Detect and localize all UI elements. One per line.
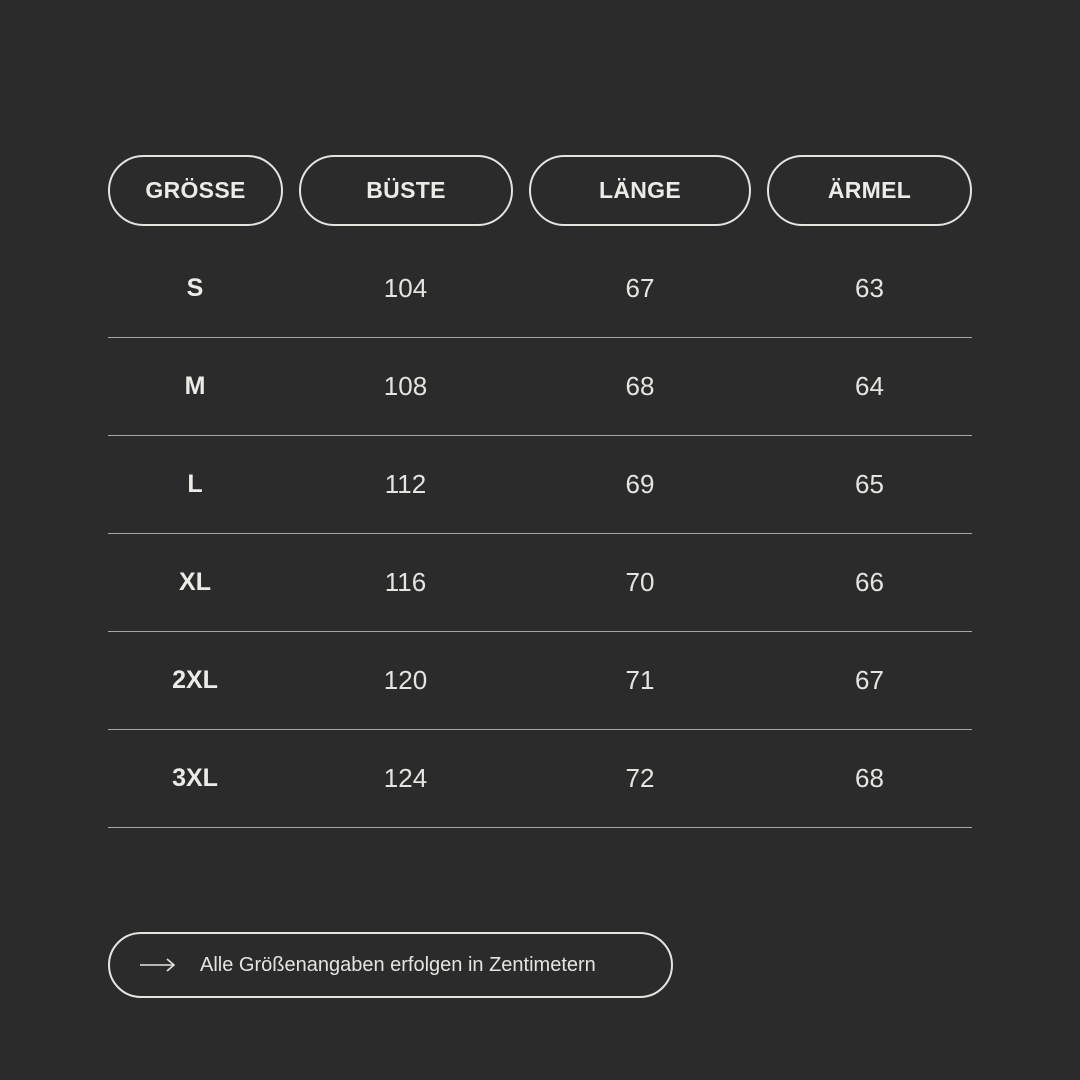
cell-length: 70 xyxy=(625,567,655,597)
cell-sleeve: 68 xyxy=(855,763,884,793)
cell-bust: 116 xyxy=(384,567,427,597)
header-length: LÄNGE xyxy=(529,155,751,226)
cell-bust: 104 xyxy=(383,273,428,303)
cell-sleeve: 65 xyxy=(855,469,884,499)
cell-bust: 124 xyxy=(383,763,428,793)
table-row xyxy=(108,240,972,338)
cell-size: S xyxy=(186,274,204,302)
unit-note-text: Alle Größenangaben erfolgen in Zentimetern xyxy=(200,953,596,976)
cell-length: 71 xyxy=(625,665,655,695)
header-size: GRÖSSE xyxy=(108,155,283,226)
table-row xyxy=(108,632,972,730)
cell-size: XL xyxy=(179,568,211,596)
cell-length: 68 xyxy=(625,371,655,401)
unit-note xyxy=(108,932,673,998)
cell-length: 67 xyxy=(625,273,655,303)
cell-sleeve: 63 xyxy=(855,273,884,303)
cell-bust: 112 xyxy=(384,469,427,499)
cell-size: 3XL xyxy=(172,764,218,792)
cell-sleeve: 64 xyxy=(855,371,884,401)
table-row xyxy=(108,730,972,828)
header-bust: BÜSTE xyxy=(299,155,513,226)
cell-size: 2XL xyxy=(172,666,218,694)
cell-sleeve: 66 xyxy=(855,567,884,597)
cell-size: M xyxy=(184,372,206,400)
table-row xyxy=(108,338,972,436)
table-row xyxy=(108,534,972,632)
table-row xyxy=(108,436,972,534)
header-sleeve: ÄRMEL xyxy=(767,155,972,226)
cell-size: L xyxy=(187,470,203,498)
table-body xyxy=(108,240,972,828)
cell-sleeve: 67 xyxy=(855,665,884,695)
cell-length: 69 xyxy=(625,469,655,499)
cell-length: 72 xyxy=(625,763,655,793)
cell-bust: 108 xyxy=(383,371,428,401)
cell-bust: 120 xyxy=(383,665,428,695)
arrow-right-icon xyxy=(138,955,178,975)
